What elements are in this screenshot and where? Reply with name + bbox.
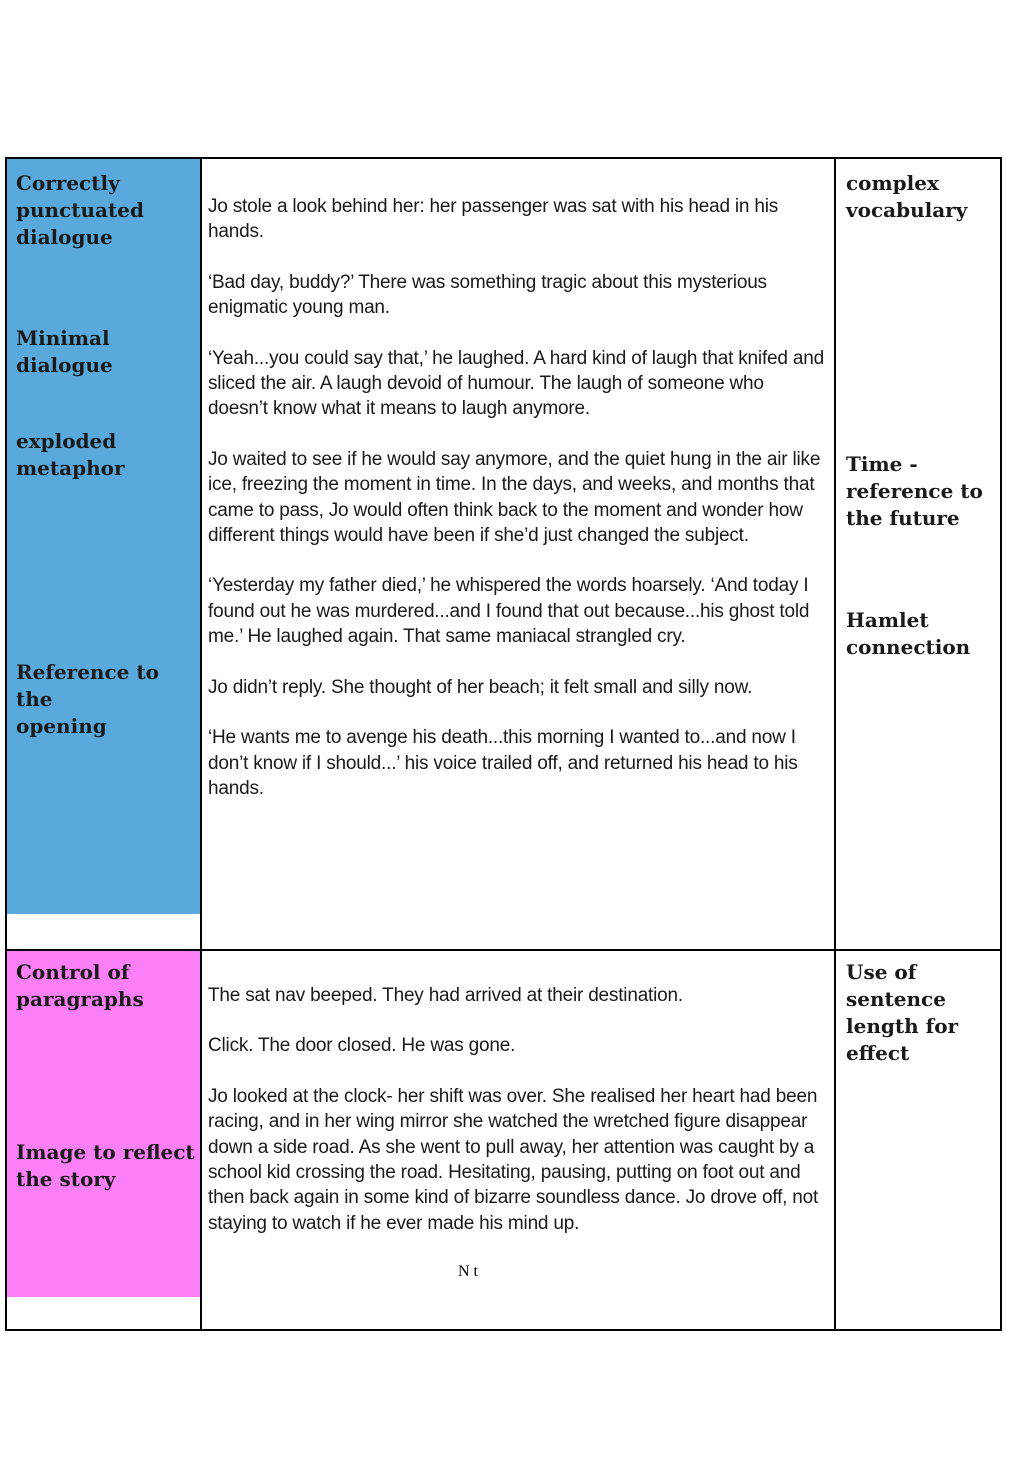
story-paragraph: Click. The door closed. He was gone. <box>208 1035 516 1057</box>
story-paragraph: Jo didn’t reply. She thought of her beach; it felt small and silly now. <box>208 676 753 698</box>
technique-column-cell <box>6 950 201 1330</box>
technique-label: Control of paragraphs <box>16 960 144 1011</box>
technique-label: exploded metaphor <box>16 429 125 480</box>
story-paragraph: Jo waited to see if he would say anymore, and the quiet hung in the air like ice, freezing the moment in time. In the days, and weeks, and months that came to pass, Jo would often think back to the moment and wonder how different things would have been if she’d just changed the subject. <box>208 448 821 547</box>
technique-column-cell <box>6 158 201 950</box>
margin-note: complex vocabulary <box>846 171 968 222</box>
margin-note: Time - reference to the future <box>846 452 983 530</box>
story-paragraph: The sat nav beeped. They had arrived at their destination. <box>208 985 683 1006</box>
technique-labels-panel <box>7 159 200 914</box>
notes-column-cell <box>835 158 1001 950</box>
technique-label: Correctly punctuated dialogue <box>16 171 144 249</box>
notes-column-cell <box>835 950 1001 1330</box>
notes-panel <box>836 951 1000 1297</box>
story-paragraph: Jo looked at the clock- her shift was over. She realised her heart had been racing, and in her wing mirror she watched the wretched figure disappear down a side road. As she went to pull away, her attention was caught by a school kid crossing the road. Hesitating, pausing, putting on foot out and then back again in some kind of bizarre soundless dance. Jo drove off, not staying to watch if he ever made his mind up. <box>208 1085 819 1234</box>
story-paragraph: ‘He wants me to avenge his death...this morning I wanted to...and now I don’t know if I should...’ his voice trailed off, and returned his head to his hands. <box>208 727 798 799</box>
story-paragraph: Jo stole a look behind her: her passenger was sat with his head in his hands. <box>208 196 779 243</box>
story-passage <box>202 159 834 949</box>
cropped-footer-text: N t <box>458 1263 478 1280</box>
story-column-cell <box>201 950 835 1330</box>
story-passage <box>202 951 834 1329</box>
table-row <box>6 950 1001 1330</box>
technique-label: Image to reflect the story <box>16 1140 195 1191</box>
story-paragraph: ‘Yeah...you could say that,’ he laughed. A hard kind of laugh that knifed and sliced the air. A laugh devoid of humour. The laugh of someone who doesn’t know what it means to laugh anymore. <box>208 347 824 420</box>
table-row <box>6 158 1001 950</box>
technique-labels-panel <box>7 951 200 1297</box>
story-column-cell <box>201 158 835 950</box>
notes-panel <box>836 159 1000 914</box>
story-paragraph: ‘Yesterday my father died,’ he whispered the words hoarsely. ‘And today I found out he was murdered...and I found that out because...his ghost told me.’ He laughed again. That same maniacal strangled cry. <box>208 575 810 648</box>
margin-note: Hamlet connection <box>846 608 971 659</box>
story-paragraph: ‘Bad day, buddy?’ There was something tragic about this mysterious enigmatic young man. <box>208 271 767 319</box>
annotated-story-table <box>5 157 1002 1331</box>
margin-note: Use of sentence length for effect <box>846 960 959 1065</box>
technique-label: Reference to the opening <box>16 660 159 738</box>
technique-label: Minimal dialogue <box>16 326 113 377</box>
